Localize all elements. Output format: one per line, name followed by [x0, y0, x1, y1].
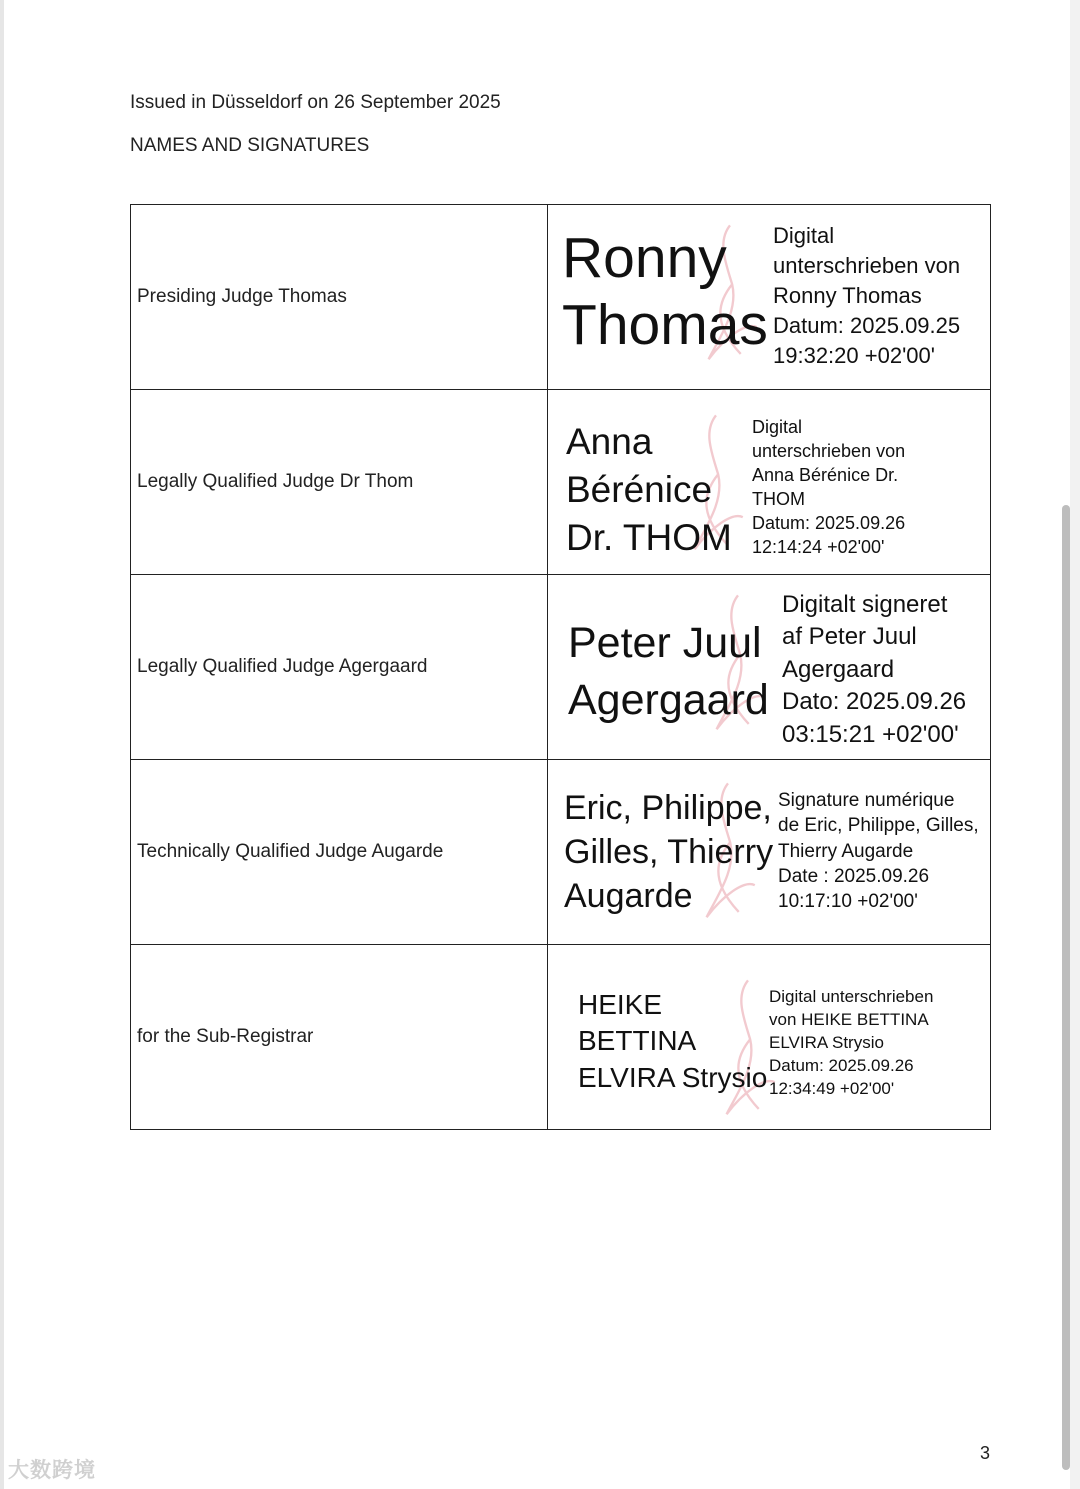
table-row: [131, 575, 991, 760]
signatures-table: [130, 204, 991, 1130]
digital-signature[interactable]: [548, 575, 991, 760]
signature-details: Digital unterschrieben von HEIKE BETTINA ELVIRA Strysio Datum: 2025.09.26 12:34:49 +02'00': [769, 987, 934, 1099]
signer-name: Anna Bérénice Dr. THOM: [566, 421, 732, 559]
signature-details: Digital unterschrieben von Ronny Thomas Datum: 2025.09.25 19:32:20 +02'00': [773, 223, 961, 368]
signer-name: Eric, Philippe, Gilles, Thierry Augarde: [564, 789, 774, 916]
digital-signature[interactable]: [548, 945, 991, 1130]
role-cell: Legally Qualified Judge Dr Thom: [131, 390, 548, 575]
table-row: [131, 390, 991, 575]
page-number: 3: [980, 1443, 991, 1463]
digital-signature[interactable]: [548, 205, 991, 390]
section-heading: NAMES AND SIGNATURES: [130, 135, 370, 156]
signer-name: Peter Juul Agergaard: [568, 619, 769, 724]
signature-details: Digital unterschrieben von Anna Bérénice Dr. THOM Datum: 2025.09.26 12:14:24 +02'00': [752, 417, 906, 557]
signature-details: Digitalt signeret af Peter Juul Agergaard Dato: 2025.09.26 03:15:21 +02'00': [782, 591, 967, 748]
scrollbar-thumb[interactable]: [1062, 505, 1070, 1470]
issued-line: Issued in Düsseldorf on 26 September 2025: [130, 92, 501, 113]
role-cell: Technically Qualified Judge Augarde: [131, 760, 548, 945]
signer-name: Ronny Thomas: [562, 226, 768, 358]
digital-signature[interactable]: [548, 760, 991, 945]
role-cell: Legally Qualified Judge Agergaard: [131, 575, 548, 760]
role-cell: Presiding Judge Thomas: [131, 205, 548, 390]
watermark-logo: 大数跨境: [8, 1459, 96, 1482]
signer-name: HEIKE BETTINA ELVIRA Strysio: [578, 989, 768, 1093]
page-edge: [0, 0, 4, 1489]
table-row: [131, 945, 991, 1130]
role-cell: for the Sub-Registrar: [131, 945, 548, 1130]
signature-details: Signature numérique de Eric, Philippe, Gilles, Thierry Augarde Date : 2025.09.26 10:17:10 +02'00': [778, 790, 979, 913]
table-row: [131, 205, 991, 390]
scroll-track[interactable]: [1070, 0, 1080, 1489]
digital-signature[interactable]: [548, 390, 991, 575]
table-row: [131, 760, 991, 945]
